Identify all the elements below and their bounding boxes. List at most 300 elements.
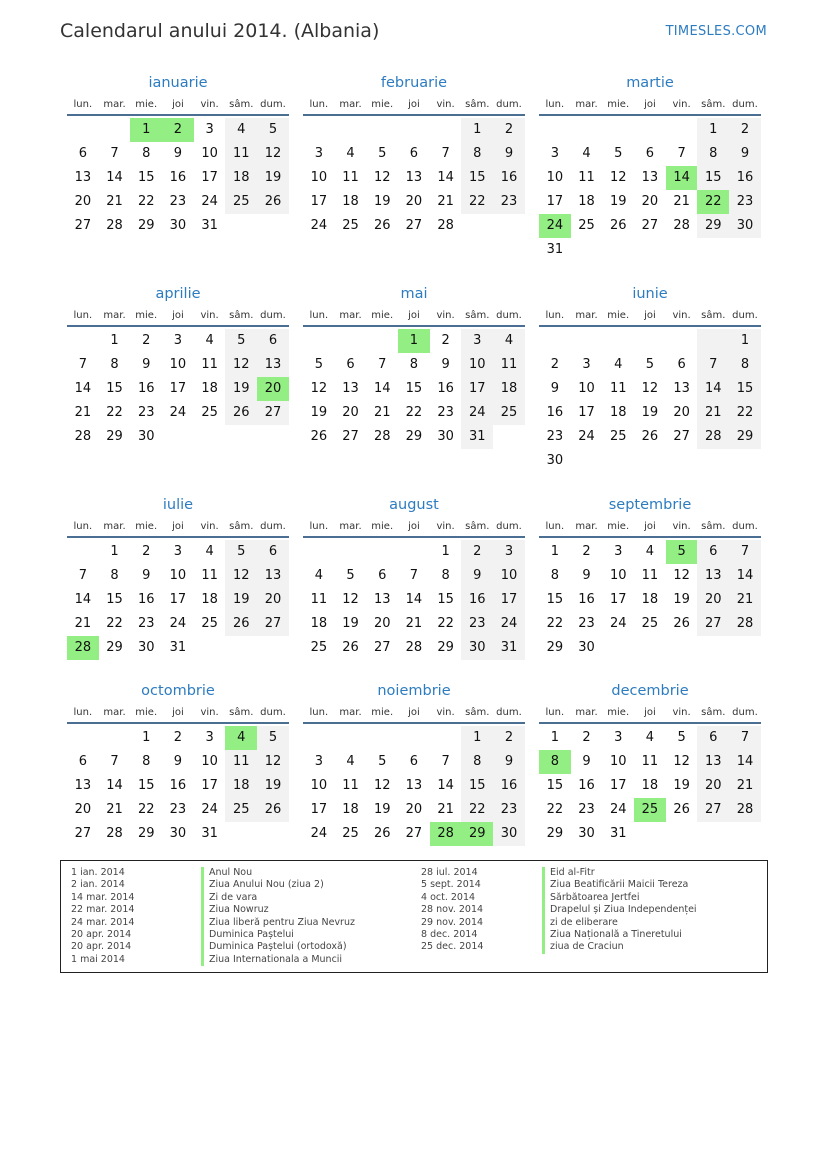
day-cell: 18	[201, 381, 218, 396]
month-august	[303, 494, 525, 660]
day-cell: 27	[74, 826, 92, 841]
day-cell: 15	[729, 377, 761, 401]
holiday-day-cell: 25	[634, 798, 666, 822]
day-cell: 17	[609, 778, 627, 793]
day-cell: 7	[729, 540, 761, 564]
empty-day-cell	[539, 329, 571, 353]
day-cell: 22	[437, 616, 454, 631]
day-cell: 16	[493, 166, 525, 190]
day-grid	[67, 329, 289, 449]
day-cell: 25	[641, 616, 659, 631]
holiday-day-cell: 2	[162, 118, 194, 142]
day-cell: 16	[546, 405, 564, 420]
day-cell: 23	[493, 190, 525, 214]
weekday-label: dum.	[260, 98, 286, 110]
empty-day-cell	[539, 118, 571, 142]
day-cell: 9	[441, 357, 450, 372]
day-cell: 22	[461, 190, 493, 214]
day-cell: 5	[257, 726, 289, 750]
day-cell: 8	[729, 353, 761, 377]
empty-day-cell	[602, 118, 634, 142]
day-cell: 19	[641, 405, 659, 420]
month-decembrie	[539, 680, 761, 846]
day-cell: 10	[493, 564, 525, 588]
holiday-day-cell: 5	[666, 540, 698, 564]
empty-day-cell	[398, 540, 430, 564]
day-cell: 22	[546, 616, 564, 631]
day-cell: 26	[641, 429, 659, 444]
day-cell: 7	[78, 568, 87, 583]
day-cell: 2	[142, 544, 151, 559]
day-cell: 18	[310, 616, 328, 631]
legend-date: 5 sept. 2014	[421, 879, 481, 891]
day-cell: 6	[78, 754, 87, 769]
day-cell: 3	[205, 122, 214, 137]
weekday-label: mie.	[135, 706, 158, 718]
day-cell: 11	[609, 381, 627, 396]
day-cell: 22	[546, 802, 564, 817]
weekday-label: mar.	[339, 309, 362, 321]
day-cell: 4	[582, 146, 591, 161]
day-cell: 15	[546, 778, 564, 793]
day-cell: 4	[225, 118, 257, 142]
day-cell: 18	[342, 194, 359, 209]
day-grid	[67, 118, 289, 238]
weekday-label: sâm.	[701, 309, 726, 321]
holiday-day-cell: 24	[539, 214, 571, 238]
day-cell: 2	[493, 726, 525, 750]
day-cell: 18	[578, 194, 595, 209]
day-cell: 28	[437, 218, 454, 233]
day-cell: 26	[673, 616, 690, 631]
day-cell: 5	[614, 146, 623, 161]
day-cell: 3	[173, 333, 183, 348]
day-cell: 23	[546, 429, 564, 444]
day-cell: 21	[74, 405, 92, 420]
day-cell: 28	[106, 218, 123, 233]
day-cell: 1	[441, 544, 450, 559]
day-cell: 2	[461, 540, 493, 564]
weekday-header	[67, 516, 289, 538]
empty-day-cell	[571, 118, 603, 142]
day-cell: 12	[673, 754, 690, 769]
day-cell: 6	[677, 357, 686, 372]
day-cell: 20	[74, 194, 92, 209]
day-cell: 5	[378, 754, 387, 769]
weekday-label: joi	[644, 98, 656, 110]
day-cell: 31	[201, 826, 218, 841]
empty-day-cell	[366, 540, 398, 564]
weekday-label: dum.	[496, 309, 522, 321]
weekday-header	[303, 702, 525, 724]
holiday-day-cell: 28	[430, 822, 462, 846]
weekday-label: joi	[172, 706, 184, 718]
weekday-header	[67, 702, 289, 724]
day-cell: 13	[257, 564, 289, 588]
weekday-header	[539, 305, 761, 327]
empty-day-cell	[303, 118, 335, 142]
day-cell: 5	[677, 730, 686, 745]
weekday-label: joi	[172, 98, 184, 110]
day-cell: 14	[437, 170, 454, 185]
day-cell: 9	[550, 381, 559, 396]
day-cell: 8	[142, 754, 151, 769]
day-cell: 18	[225, 774, 257, 798]
day-cell: 16	[137, 381, 155, 396]
day-cell: 24	[461, 401, 493, 425]
day-cell: 14	[437, 778, 454, 793]
day-cell: 11	[201, 357, 218, 372]
day-cell: 16	[437, 381, 454, 396]
day-cell: 11	[342, 778, 359, 793]
day-cell: 29	[106, 640, 123, 655]
day-cell: 23	[578, 802, 595, 817]
month-octombrie	[67, 680, 289, 846]
day-cell: 28	[74, 429, 92, 444]
weekday-label: mar.	[103, 98, 126, 110]
day-cell: 2	[582, 730, 591, 745]
day-cell: 14	[405, 592, 423, 607]
day-cell: 13	[257, 353, 289, 377]
legend-date: 1 mai 2014	[71, 953, 125, 965]
day-cell: 28	[106, 826, 123, 841]
weekday-header	[303, 94, 525, 116]
day-cell: 15	[106, 592, 123, 607]
day-cell: 30	[546, 453, 564, 468]
empty-day-cell	[303, 540, 335, 564]
weekday-label: joi	[644, 309, 656, 321]
day-cell: 17	[310, 802, 328, 817]
day-cell: 8	[461, 750, 493, 774]
day-cell: 23	[461, 612, 493, 636]
day-cell: 3	[205, 730, 214, 745]
day-cell: 25	[609, 429, 627, 444]
month-name: noiembrie	[377, 683, 451, 699]
empty-day-cell	[303, 329, 335, 353]
day-cell: 4	[614, 357, 623, 372]
day-cell: 7	[110, 146, 119, 161]
empty-day-cell	[430, 118, 462, 142]
day-cell: 13	[641, 170, 659, 185]
day-cell: 29	[106, 429, 123, 444]
weekday-label: joi	[172, 520, 184, 532]
day-cell: 6	[697, 726, 729, 750]
day-cell: 24	[609, 616, 627, 631]
month-name: octombrie	[141, 683, 215, 699]
weekday-label: mie.	[371, 309, 394, 321]
day-cell: 15	[697, 166, 729, 190]
day-cell: 19	[310, 405, 328, 420]
day-cell: 27	[342, 429, 359, 444]
day-cell: 31	[546, 242, 564, 257]
weekday-label: joi	[408, 309, 420, 321]
day-cell: 10	[201, 754, 218, 769]
day-cell: 30	[493, 822, 525, 846]
day-cell: 11	[641, 754, 659, 769]
weekday-label: lun.	[73, 309, 93, 321]
day-cell: 26	[257, 798, 289, 822]
day-cell: 28	[697, 425, 729, 449]
day-cell: 18	[225, 166, 257, 190]
day-cell: 29	[546, 826, 564, 841]
day-cell: 14	[729, 564, 761, 588]
day-cell: 9	[493, 142, 525, 166]
day-cell: 20	[74, 802, 92, 817]
weekday-label: dum.	[496, 706, 522, 718]
day-cell: 15	[461, 774, 493, 798]
day-cell: 30	[169, 218, 187, 233]
legend-holiday-name: Zi de vara	[201, 892, 355, 904]
day-cell: 13	[673, 381, 690, 396]
day-cell: 17	[169, 381, 187, 396]
day-cell: 27	[641, 218, 659, 233]
day-cell: 9	[142, 357, 151, 372]
day-cell: 9	[173, 146, 183, 161]
day-cell: 10	[546, 170, 564, 185]
weekday-label: vin.	[200, 309, 219, 321]
legend-col-2-names	[542, 867, 697, 954]
weekday-label: mar.	[339, 98, 362, 110]
day-cell: 23	[137, 616, 155, 631]
day-cell: 17	[609, 592, 627, 607]
legend-holiday-name: Eid al-Fitr	[542, 867, 697, 879]
day-cell: 24	[169, 616, 187, 631]
empty-day-cell	[602, 329, 634, 353]
weekday-label: joi	[408, 706, 420, 718]
weekday-label: dum.	[260, 706, 286, 718]
day-cell: 2	[550, 357, 559, 372]
day-cell: 8	[550, 568, 559, 583]
weekday-label: sâm.	[229, 706, 254, 718]
day-cell: 27	[257, 612, 289, 636]
day-cell: 29	[137, 826, 155, 841]
day-cell: 10	[310, 778, 328, 793]
legend-date: 25 dec. 2014	[421, 941, 484, 953]
day-cell: 14	[697, 377, 729, 401]
day-cell: 13	[405, 170, 423, 185]
day-cell: 21	[106, 802, 123, 817]
weekday-label: mie.	[607, 309, 630, 321]
day-cell: 24	[201, 194, 218, 209]
empty-day-cell	[398, 726, 430, 750]
day-cell: 20	[673, 405, 690, 420]
empty-day-cell	[99, 726, 131, 750]
weekday-label: lun.	[309, 98, 329, 110]
day-cell: 6	[697, 540, 729, 564]
legend-col-1-names	[201, 867, 355, 966]
day-cell: 19	[373, 802, 391, 817]
day-cell: 5	[346, 568, 355, 583]
day-cell: 28	[729, 612, 761, 636]
day-cell: 1	[461, 726, 493, 750]
day-cell: 19	[342, 616, 359, 631]
weekday-label: vin.	[672, 520, 691, 532]
weekday-header	[67, 94, 289, 116]
weekday-label: dum.	[260, 309, 286, 321]
day-cell: 11	[342, 170, 359, 185]
weekday-label: sâm.	[465, 520, 490, 532]
day-cell: 16	[578, 592, 595, 607]
weekday-label: mie.	[607, 520, 630, 532]
weekday-label: lun.	[309, 706, 329, 718]
empty-day-cell	[67, 726, 99, 750]
day-cell: 27	[673, 429, 690, 444]
day-cell: 11	[578, 170, 595, 185]
weekday-label: mie.	[371, 706, 394, 718]
month-martie	[539, 72, 761, 262]
day-cell: 6	[409, 754, 419, 769]
legend-date: 22 mar. 2014	[71, 904, 135, 916]
weekday-label: vin.	[436, 98, 455, 110]
day-cell: 6	[645, 146, 655, 161]
weekday-label: lun.	[309, 520, 329, 532]
day-cell: 23	[437, 405, 454, 420]
weekday-label: lun.	[545, 309, 565, 321]
day-cell: 9	[582, 754, 591, 769]
day-cell: 3	[550, 146, 559, 161]
weekday-label: lun.	[545, 520, 565, 532]
day-cell: 2	[173, 730, 183, 745]
weekday-label: dum.	[496, 520, 522, 532]
day-cell: 23	[137, 405, 155, 420]
day-cell: 10	[609, 754, 627, 769]
day-cell: 18	[342, 802, 359, 817]
day-cell: 11	[493, 353, 525, 377]
empty-day-cell	[303, 726, 335, 750]
day-cell: 7	[378, 357, 387, 372]
legend-holiday-name: Duminica Paștelui (ortodoxă)	[201, 941, 355, 953]
day-cell: 26	[342, 640, 359, 655]
day-cell: 1	[110, 333, 119, 348]
day-cell: 28	[673, 218, 690, 233]
day-cell: 26	[609, 218, 627, 233]
day-cell: 17	[169, 592, 187, 607]
day-cell: 17	[201, 170, 218, 185]
month-name: februarie	[380, 75, 448, 91]
day-cell: 7	[441, 146, 450, 161]
day-cell: 24	[609, 802, 627, 817]
day-cell: 21	[729, 588, 761, 612]
legend-holiday-name: Drapelul și Ziua Independenței	[542, 904, 697, 916]
day-cell: 25	[310, 640, 328, 655]
day-cell: 28	[729, 798, 761, 822]
day-cell: 6	[378, 568, 387, 583]
weekday-label: sâm.	[701, 98, 726, 110]
day-cell: 20	[697, 588, 729, 612]
day-cell: 19	[673, 778, 690, 793]
day-cell: 21	[673, 194, 690, 209]
legend-date: 20 apr. 2014	[71, 928, 132, 940]
day-cell: 25	[342, 826, 359, 841]
month-name: august	[389, 497, 439, 513]
month-februarie	[303, 72, 525, 238]
day-cell: 14	[74, 592, 92, 607]
weekday-label: joi	[172, 309, 184, 321]
day-cell: 17	[578, 405, 595, 420]
weekday-label: sâm.	[701, 706, 726, 718]
day-cell: 9	[142, 568, 151, 583]
day-cell: 7	[78, 357, 87, 372]
weekday-label: sâm.	[229, 309, 254, 321]
day-cell: 3	[173, 544, 183, 559]
holiday-day-cell: 1	[130, 118, 162, 142]
day-cell: 29	[729, 425, 761, 449]
day-cell: 18	[493, 377, 525, 401]
day-cell: 17	[310, 194, 328, 209]
weekday-label: mie.	[607, 98, 630, 110]
day-cell: 4	[205, 333, 214, 348]
day-cell: 13	[342, 381, 359, 396]
day-cell: 24	[201, 802, 218, 817]
day-cell: 26	[373, 218, 391, 233]
day-cell: 13	[405, 778, 423, 793]
day-cell: 25	[201, 405, 218, 420]
month-name: aprilie	[155, 286, 201, 302]
day-cell: 9	[173, 754, 183, 769]
day-cell: 15	[546, 592, 564, 607]
legend-holiday-name: Ziua liberă pentru Ziua Nevruz	[201, 917, 355, 929]
day-cell: 29	[697, 214, 729, 238]
day-cell: 27	[405, 826, 423, 841]
day-cell: 1	[550, 730, 559, 745]
legend-date: 4 oct. 2014	[421, 891, 476, 903]
weekday-label: mie.	[135, 98, 158, 110]
empty-day-cell	[398, 118, 430, 142]
holiday-day-cell: 20	[257, 377, 289, 401]
day-cell: 3	[493, 540, 525, 564]
day-cell: 20	[405, 194, 423, 209]
day-cell: 8	[441, 568, 450, 583]
legend-holiday-name: Ziua Beatificării Maicii Tereza	[542, 879, 697, 891]
day-cell: 22	[106, 405, 123, 420]
day-cell: 3	[614, 730, 623, 745]
day-cell: 22	[729, 401, 761, 425]
day-cell: 31	[169, 640, 187, 655]
day-cell: 8	[409, 357, 419, 372]
day-cell: 10	[310, 170, 328, 185]
month-name: iulie	[162, 497, 194, 513]
day-cell: 16	[461, 588, 493, 612]
weekday-label: lun.	[545, 706, 565, 718]
day-cell: 11	[225, 142, 257, 166]
day-cell: 20	[641, 194, 659, 209]
day-cell: 12	[609, 170, 627, 185]
holiday-day-cell: 1	[398, 329, 430, 353]
weekday-label: vin.	[436, 309, 455, 321]
day-cell: 26	[673, 802, 690, 817]
empty-day-cell	[634, 329, 666, 353]
day-cell: 30	[137, 640, 155, 655]
brand-logo-text[interactable]: TIMESLES.COM	[665, 24, 767, 39]
weekday-label: lun.	[73, 706, 93, 718]
empty-day-cell	[366, 726, 398, 750]
weekday-label: vin.	[672, 309, 691, 321]
day-cell: 6	[409, 146, 419, 161]
day-cell: 18	[641, 592, 659, 607]
day-cell: 7	[729, 726, 761, 750]
weekday-label: mie.	[135, 520, 158, 532]
weekday-label: sâm.	[229, 98, 254, 110]
day-cell: 31	[201, 218, 218, 233]
legend-date: 20 apr. 2014	[71, 941, 132, 953]
day-cell: 5	[225, 329, 257, 353]
day-cell: 19	[257, 166, 289, 190]
day-cell: 21	[437, 194, 454, 209]
day-cell: 4	[346, 146, 355, 161]
day-cell: 9	[582, 568, 591, 583]
day-cell: 9	[729, 142, 761, 166]
day-cell: 15	[137, 778, 155, 793]
